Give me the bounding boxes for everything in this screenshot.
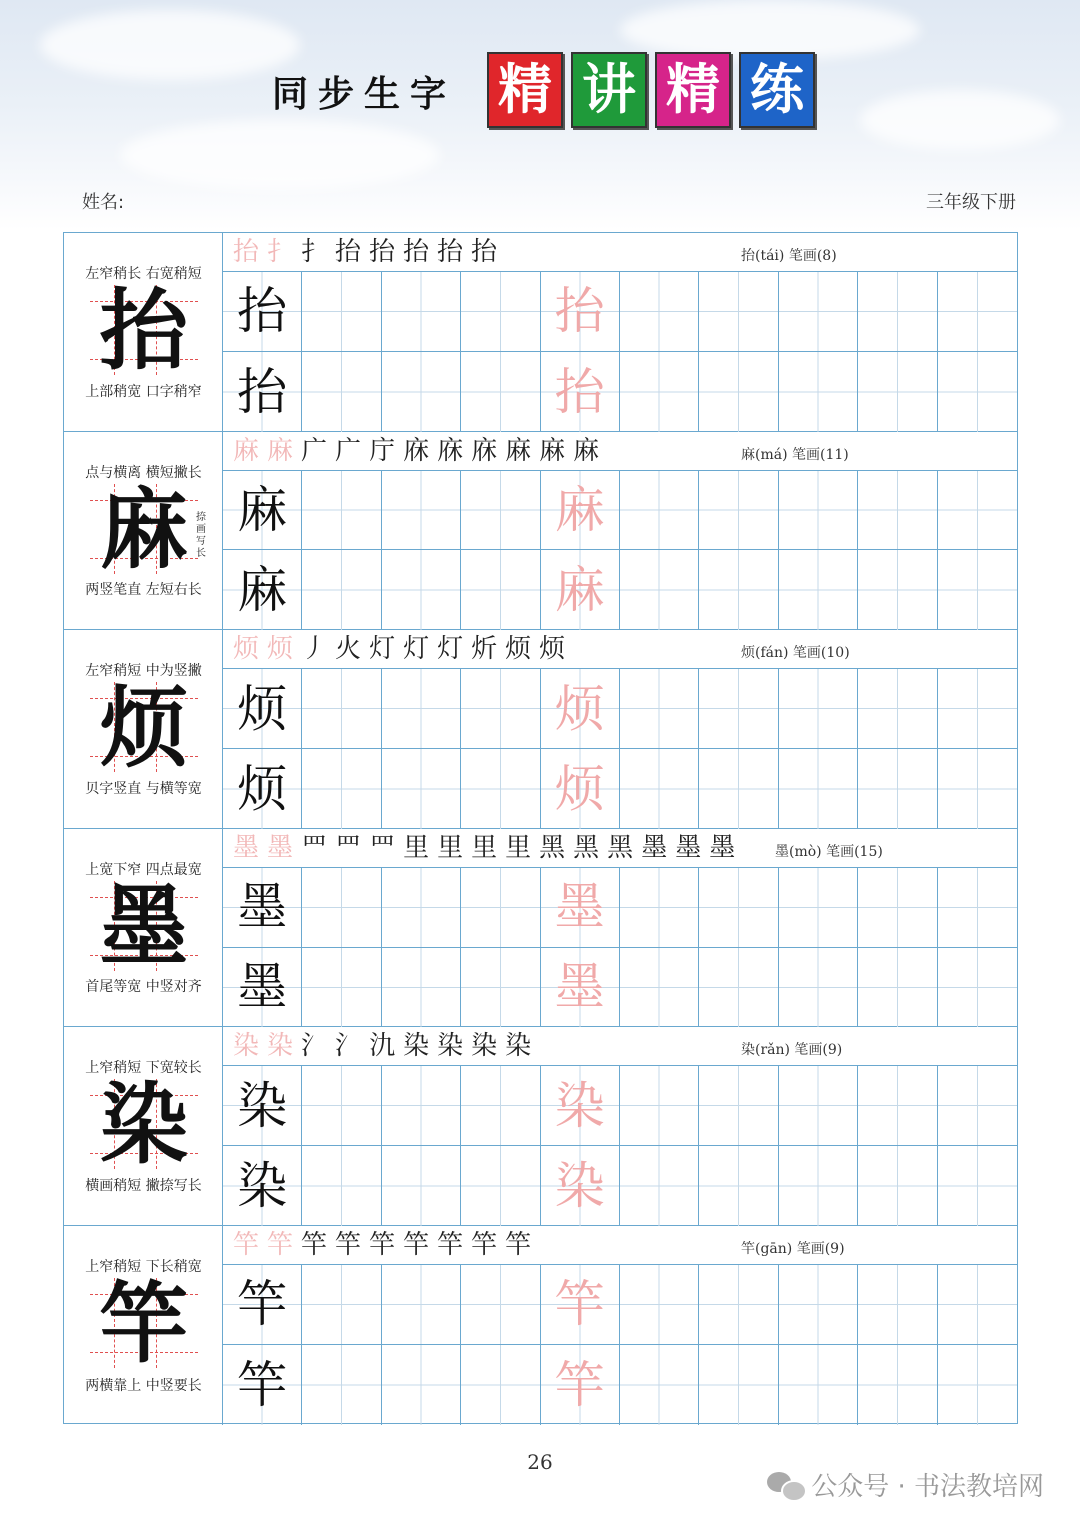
- writing-cell[interactable]: [302, 948, 381, 1028]
- writing-cell[interactable]: [938, 749, 1017, 829]
- writing-cell[interactable]: [699, 471, 778, 551]
- model-character: 抬: [99, 278, 188, 382]
- model-character-box: [96, 1072, 192, 1177]
- example-character: 染: [237, 1076, 288, 1135]
- practice-grid: [223, 868, 1017, 1028]
- example-cell: [223, 471, 302, 551]
- writing-cell[interactable]: [461, 471, 540, 551]
- trace-character: 墨: [554, 958, 605, 1017]
- tip-bottom: 贝字竖直 与横等宽: [85, 780, 202, 797]
- writing-cell[interactable]: [620, 1066, 699, 1146]
- character-section: [64, 1027, 1017, 1226]
- stroke-step: 氵: [301, 1031, 328, 1062]
- trace-character: 竿: [554, 1355, 605, 1414]
- example-character: 麻: [237, 561, 288, 620]
- stroke-step: 墨: [641, 832, 668, 863]
- model-cell: [64, 233, 223, 431]
- writing-cell[interactable]: [382, 948, 461, 1028]
- writing-cell[interactable]: [620, 272, 699, 352]
- writing-cell[interactable]: [620, 1146, 699, 1226]
- tip-top: 上窄稍短 下宽较长: [85, 1060, 202, 1077]
- stroke-step: 烦: [267, 634, 294, 665]
- model-character-box: [96, 476, 192, 581]
- writing-cell[interactable]: [461, 550, 540, 630]
- stroke-sequence: [233, 634, 565, 664]
- writing-cell[interactable]: [779, 352, 858, 432]
- pinyin-stroke-count: 墨(mò) 笔画(15): [775, 843, 883, 860]
- character-section: [64, 829, 1017, 1028]
- stroke-sequence: [233, 833, 735, 863]
- stroke-order-row: [223, 1027, 1017, 1066]
- writing-cell[interactable]: [382, 272, 461, 352]
- trace-cell: [541, 272, 620, 352]
- example-cell: [223, 868, 302, 948]
- character-section: [64, 233, 1017, 432]
- example-cell: [223, 1345, 302, 1425]
- stroke-step: 广: [335, 435, 362, 466]
- stroke-sequence: [233, 436, 599, 466]
- stroke-step: 庁: [369, 435, 396, 466]
- trace-cell: [541, 352, 620, 432]
- writing-cell[interactable]: [699, 1066, 778, 1146]
- stroke-step: 庥: [437, 435, 464, 466]
- writing-cell[interactable]: [620, 352, 699, 432]
- practice-grid: [223, 1066, 1017, 1226]
- stroke-step: 炘: [471, 634, 498, 665]
- stroke-step: 竿: [233, 1230, 260, 1260]
- example-cell: [223, 749, 302, 829]
- trace-cell: [541, 1146, 620, 1226]
- model-character: 染: [99, 1072, 188, 1177]
- practice-grid: [223, 471, 1017, 631]
- tip-bottom: 首尾等宽 中竖对齐: [85, 979, 202, 996]
- example-cell: [223, 352, 302, 432]
- writing-cell[interactable]: [302, 550, 381, 630]
- practice-sheet: [63, 232, 1018, 1424]
- tip-bottom: 上部稍宽 口字稍窄: [85, 383, 202, 400]
- writing-cell[interactable]: [858, 550, 937, 630]
- writing-cell[interactable]: [620, 669, 699, 749]
- trace-cell: [541, 868, 620, 948]
- writing-cell[interactable]: [779, 1146, 858, 1226]
- writing-cell[interactable]: [938, 1265, 1017, 1345]
- writing-cell[interactable]: [620, 550, 699, 630]
- watermark: [767, 1466, 1044, 1503]
- stroke-step: 氵: [335, 1031, 362, 1062]
- trace-character: 染: [554, 1076, 605, 1135]
- stroke-step: 里: [403, 832, 430, 863]
- writing-cell[interactable]: [461, 749, 540, 829]
- writing-cell[interactable]: [620, 948, 699, 1028]
- writing-cell[interactable]: [302, 272, 381, 352]
- practice-grid: [223, 669, 1017, 829]
- example-character: 竿: [237, 1355, 288, 1414]
- trace-character: 麻: [554, 480, 605, 539]
- example-cell: [223, 272, 302, 352]
- writing-cell[interactable]: [858, 749, 937, 829]
- stroke-step: 灯: [369, 634, 396, 665]
- stroke-step: 竿: [335, 1230, 362, 1260]
- example-character: 抬: [237, 362, 288, 421]
- stroke-sequence: [233, 1031, 531, 1061]
- writing-cell[interactable]: [620, 1265, 699, 1345]
- stroke-step: 氿: [369, 1031, 396, 1062]
- tip-top: 上宽下窄 四点最宽: [85, 861, 202, 878]
- stroke-step: 抬: [335, 237, 362, 267]
- writing-cell[interactable]: [302, 669, 381, 749]
- model-cell: [64, 1027, 223, 1225]
- writing-cell[interactable]: [938, 669, 1017, 749]
- trace-character: 烦: [554, 759, 605, 818]
- trace-character: 抬: [554, 282, 605, 341]
- writing-cell[interactable]: [858, 471, 937, 551]
- stroke-step: 竿: [267, 1230, 294, 1260]
- practice-grid: [223, 272, 1017, 432]
- writing-cell[interactable]: [938, 352, 1017, 432]
- model-cell: [64, 432, 223, 630]
- stroke-step: 抬: [403, 237, 430, 267]
- writing-cell[interactable]: [382, 1345, 461, 1425]
- writing-cell[interactable]: [302, 471, 381, 551]
- writing-cell[interactable]: [699, 352, 778, 432]
- stroke-step: 麻: [539, 435, 566, 466]
- stroke-step: 麻: [233, 435, 260, 466]
- trace-character: 麻: [554, 561, 605, 620]
- stroke-step: 里: [505, 832, 532, 863]
- writing-cell[interactable]: [382, 1066, 461, 1146]
- stroke-step: 广: [301, 435, 328, 466]
- stroke-step: 染: [403, 1031, 430, 1062]
- stroke-order-row: [223, 233, 1017, 272]
- writing-cell[interactable]: [302, 1066, 381, 1146]
- stroke-step: 染: [471, 1031, 498, 1062]
- writing-cell[interactable]: [938, 1345, 1017, 1425]
- writing-cell[interactable]: [858, 948, 937, 1028]
- trace-cell: [541, 1345, 620, 1425]
- example-cell: [223, 1265, 302, 1345]
- writing-cell[interactable]: [461, 1265, 540, 1345]
- writing-cell[interactable]: [779, 948, 858, 1028]
- writing-cell[interactable]: [620, 471, 699, 551]
- stroke-step: 黑: [573, 832, 600, 863]
- stroke-step: 烦: [233, 634, 260, 665]
- tip-bottom: 两竖笔直 左短右长: [85, 582, 202, 599]
- trace-cell: [541, 471, 620, 551]
- writing-cell[interactable]: [382, 1265, 461, 1345]
- example-character: 染: [237, 1157, 288, 1216]
- stroke-step: 扌: [267, 237, 294, 267]
- watermark-text: 公众号 · 书法教培网: [811, 1472, 1044, 1502]
- stroke-step: 染: [505, 1031, 532, 1062]
- title-badges: [487, 52, 815, 128]
- pinyin-stroke-count: 染(rǎn) 笔画(9): [741, 1042, 843, 1059]
- stroke-step: 抬: [437, 237, 464, 267]
- model-character: 墨: [99, 873, 188, 978]
- writing-cell[interactable]: [461, 272, 540, 352]
- stroke-step: 罒: [369, 832, 396, 863]
- stroke-step: 竿: [437, 1230, 464, 1260]
- model-character-box: [96, 1271, 192, 1375]
- writing-cell[interactable]: [382, 1146, 461, 1226]
- stroke-step: 庥: [471, 435, 498, 466]
- writing-cell[interactable]: [938, 868, 1017, 948]
- stroke-step: 烦: [505, 634, 532, 665]
- writing-cell[interactable]: [382, 868, 461, 948]
- example-cell: [223, 669, 302, 749]
- writing-cell[interactable]: [382, 471, 461, 551]
- trace-character: 抬: [554, 362, 605, 421]
- stroke-step: 墨: [675, 832, 702, 863]
- writing-cell[interactable]: [858, 1066, 937, 1146]
- pinyin-stroke-count: 竿(gān) 笔画(9): [741, 1241, 845, 1257]
- writing-cell[interactable]: [779, 272, 858, 352]
- writing-cell[interactable]: [382, 669, 461, 749]
- writing-cell[interactable]: [302, 868, 381, 948]
- pinyin-stroke-count: 麻(má) 笔画(11): [741, 446, 849, 463]
- writing-cell[interactable]: [699, 868, 778, 948]
- tip-top: 上窄稍短 下长稍宽: [85, 1259, 202, 1275]
- writing-cell[interactable]: [461, 1066, 540, 1146]
- writing-cell[interactable]: [699, 669, 778, 749]
- stroke-order-row: [223, 432, 1017, 471]
- writing-cell[interactable]: [461, 948, 540, 1028]
- stroke-step: 里: [437, 832, 464, 863]
- character-section: [64, 432, 1017, 631]
- example-cell: [223, 948, 302, 1028]
- writing-cell[interactable]: [858, 1146, 937, 1226]
- stroke-step: 墨: [709, 832, 736, 863]
- stroke-step: 烦: [539, 634, 566, 665]
- writing-cell[interactable]: [699, 1146, 778, 1226]
- trace-character: 墨: [554, 878, 605, 937]
- trace-cell: [541, 669, 620, 749]
- trace-cell: [541, 1265, 620, 1345]
- trace-character: 竿: [554, 1275, 605, 1334]
- stroke-step: 麻: [267, 435, 294, 466]
- tip-bottom: 横画稍短 撇捺写长: [85, 1177, 202, 1194]
- writing-cell[interactable]: [699, 272, 778, 352]
- writing-cell[interactable]: [699, 550, 778, 630]
- title-badge: 练: [739, 52, 815, 128]
- stroke-step: 罒: [335, 832, 362, 863]
- model-character-box: [96, 675, 192, 780]
- example-cell: [223, 1066, 302, 1146]
- stroke-step: 竿: [471, 1230, 498, 1260]
- writing-cell[interactable]: [461, 1146, 540, 1226]
- stroke-order-row: [223, 630, 1017, 669]
- example-character: 墨: [237, 878, 288, 937]
- title-badge: 讲: [571, 52, 647, 128]
- stroke-step: 黑: [539, 832, 566, 863]
- writing-cell[interactable]: [699, 1345, 778, 1425]
- stroke-step: 染: [233, 1031, 260, 1062]
- example-character: 烦: [237, 759, 288, 818]
- tip-top: 左窄稍长 右宽稍短: [85, 266, 202, 282]
- stroke-step: 竿: [369, 1230, 396, 1260]
- writing-cell[interactable]: [461, 1345, 540, 1425]
- writing-cell[interactable]: [858, 868, 937, 948]
- wechat-icon: [767, 1470, 803, 1500]
- model-character: 竿: [99, 1271, 188, 1375]
- model-cell: [64, 1226, 223, 1425]
- writing-cell[interactable]: [302, 749, 381, 829]
- writing-cell[interactable]: [779, 550, 858, 630]
- writing-cell[interactable]: [858, 1345, 937, 1425]
- example-character: 抬: [237, 282, 288, 341]
- example-cell: [223, 1146, 302, 1226]
- writing-cell[interactable]: [461, 669, 540, 749]
- writing-cell[interactable]: [938, 1146, 1017, 1226]
- model-character: 烦: [99, 675, 188, 780]
- side-note: 捺画写长: [196, 511, 206, 559]
- writing-cell[interactable]: [699, 1265, 778, 1345]
- model-character-box: [96, 873, 192, 978]
- tip-bottom: 两横靠上 中竖要长: [85, 1377, 202, 1394]
- trace-cell: [541, 948, 620, 1028]
- writing-cell[interactable]: [382, 550, 461, 630]
- stroke-step: 麻: [505, 435, 532, 466]
- character-section: [64, 630, 1017, 829]
- example-character: 竿: [237, 1275, 288, 1334]
- writing-cell[interactable]: [779, 868, 858, 948]
- stroke-step: 灯: [437, 634, 464, 665]
- model-character-box: [96, 278, 192, 382]
- example-character: 墨: [237, 958, 288, 1017]
- writing-cell[interactable]: [779, 471, 858, 551]
- tip-top: 左窄稍短 中为竖撇: [85, 663, 202, 680]
- trace-character: 烦: [554, 679, 605, 738]
- writing-cell[interactable]: [382, 352, 461, 432]
- writing-cell[interactable]: [302, 352, 381, 432]
- writing-cell[interactable]: [461, 352, 540, 432]
- title-badge: 精: [487, 52, 563, 128]
- stroke-sequence: [233, 237, 497, 267]
- stroke-step: 染: [437, 1031, 464, 1062]
- writing-cell[interactable]: [779, 1345, 858, 1425]
- stroke-step: 丿: [301, 634, 328, 665]
- page-title: 同步生字: [272, 74, 457, 115]
- writing-cell[interactable]: [938, 948, 1017, 1028]
- stroke-step: 庥: [403, 435, 430, 466]
- stroke-order-row: [223, 829, 1017, 868]
- stroke-step: 灯: [403, 634, 430, 665]
- writing-cell[interactable]: [699, 749, 778, 829]
- writing-cell[interactable]: [620, 868, 699, 948]
- title-badge: 精: [655, 52, 731, 128]
- writing-cell[interactable]: [620, 749, 699, 829]
- pinyin-stroke-count: 抬(tái) 笔画(8): [741, 248, 837, 264]
- example-character: 烦: [237, 679, 288, 738]
- writing-cell[interactable]: [620, 1345, 699, 1425]
- stroke-step: 罒: [301, 832, 328, 863]
- stroke-sequence: [233, 1230, 531, 1260]
- writing-cell[interactable]: [858, 1265, 937, 1345]
- stroke-step: 抬: [471, 237, 498, 267]
- example-character: 麻: [237, 480, 288, 539]
- writing-cell[interactable]: [938, 1066, 1017, 1146]
- page-number: 26: [527, 1450, 553, 1474]
- stroke-step: 竿: [301, 1230, 328, 1260]
- writing-cell[interactable]: [779, 1265, 858, 1345]
- stroke-step: 抬: [233, 237, 260, 267]
- stroke-step: 麻: [573, 435, 600, 466]
- writing-cell[interactable]: [302, 1265, 381, 1345]
- stroke-step: 黑: [607, 832, 634, 863]
- model-cell: [64, 829, 223, 1027]
- writing-cell[interactable]: [938, 272, 1017, 352]
- writing-cell[interactable]: [461, 868, 540, 948]
- writing-cell[interactable]: [858, 352, 937, 432]
- character-section: [64, 1226, 1017, 1425]
- model-character: 麻: [99, 476, 188, 581]
- writing-cell[interactable]: [302, 1146, 381, 1226]
- stroke-step: 火: [335, 634, 362, 665]
- stroke-step: 染: [267, 1031, 294, 1062]
- stroke-step: 抬: [369, 237, 396, 267]
- writing-cell[interactable]: [779, 1066, 858, 1146]
- writing-cell[interactable]: [302, 1345, 381, 1425]
- trace-cell: [541, 749, 620, 829]
- stroke-step: 扌: [301, 237, 328, 267]
- writing-cell[interactable]: [938, 471, 1017, 551]
- tip-top: 点与横离 横短撇长: [85, 464, 202, 481]
- writing-cell[interactable]: [382, 749, 461, 829]
- stroke-step: 竿: [403, 1230, 430, 1260]
- writing-cell[interactable]: [858, 669, 937, 749]
- writing-cell[interactable]: [779, 669, 858, 749]
- writing-cell[interactable]: [779, 749, 858, 829]
- writing-cell[interactable]: [858, 272, 937, 352]
- model-cell: [64, 630, 223, 828]
- practice-grid: [223, 1265, 1017, 1425]
- stroke-order-row: [223, 1226, 1017, 1265]
- trace-character: 染: [554, 1157, 605, 1216]
- trace-cell: [541, 550, 620, 630]
- stroke-step: 墨: [233, 832, 260, 863]
- writing-cell[interactable]: [699, 948, 778, 1028]
- stroke-step: 墨: [267, 832, 294, 863]
- grade-label: 三年级下册: [926, 192, 1016, 213]
- name-label: 姓名:: [82, 192, 125, 213]
- example-cell: [223, 550, 302, 630]
- writing-cell[interactable]: [938, 550, 1017, 630]
- stroke-step: 里: [471, 832, 498, 863]
- stroke-step: 竿: [505, 1230, 532, 1260]
- trace-cell: [541, 1066, 620, 1146]
- pinyin-stroke-count: 烦(fán) 笔画(10): [741, 645, 850, 662]
